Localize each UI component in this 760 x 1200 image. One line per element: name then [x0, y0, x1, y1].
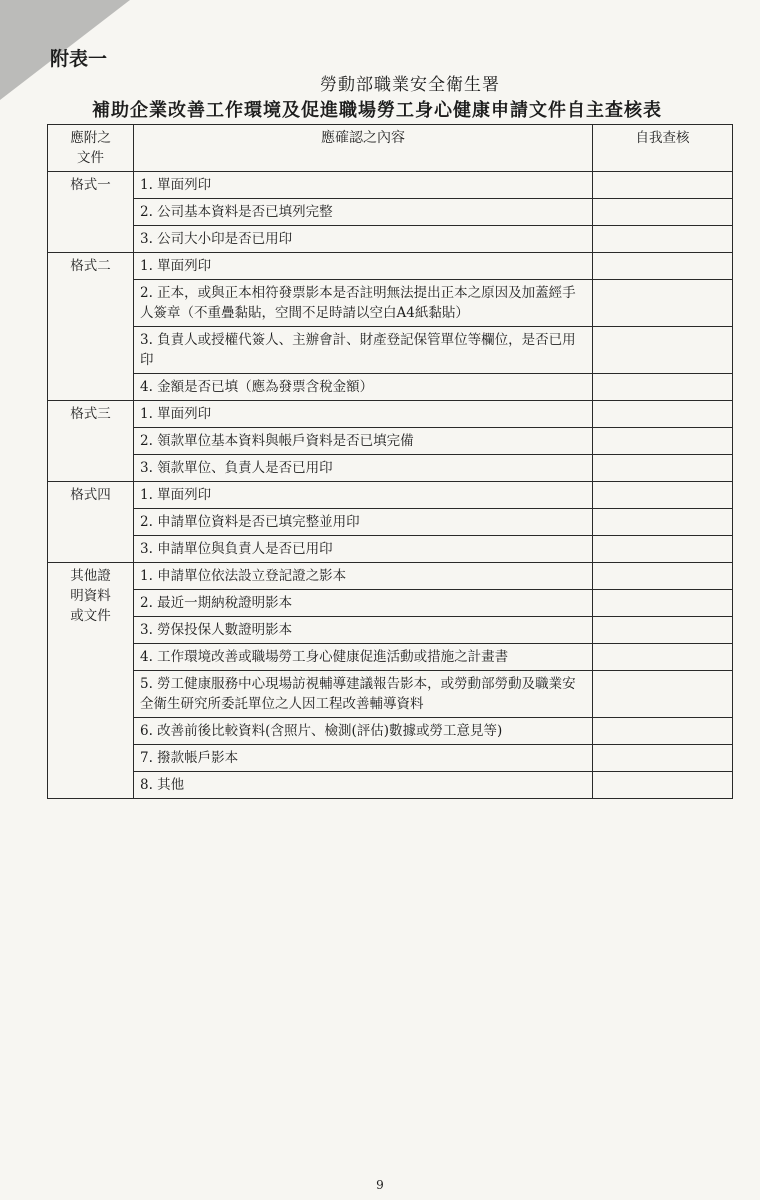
table-row — [48, 280, 733, 327]
table-row — [48, 327, 733, 374]
item-text: 1. 申請單位依法設立登記證之影本 — [134, 563, 593, 590]
item-text: 2. 正本，或與正本相符發票影本是否註明無法提出正本之原因及加蓋經手人簽章（不重疊黏貼，空間不足時請以空白A4紙黏貼） — [134, 280, 593, 327]
table-row — [48, 428, 733, 455]
table-row — [48, 509, 733, 536]
self-check-cell[interactable] — [593, 199, 733, 226]
table-row — [48, 563, 733, 590]
self-check-cell[interactable] — [593, 772, 733, 799]
item-text: 3. 負責人或授權代簽人、主辦會計、財產登記保管單位等欄位，是否已用印 — [134, 327, 593, 374]
item-text: 1. 單面列印 — [134, 253, 593, 280]
self-check-cell[interactable] — [593, 590, 733, 617]
self-check-cell[interactable] — [593, 374, 733, 401]
table-row — [48, 199, 733, 226]
self-check-cell[interactable] — [593, 401, 733, 428]
table-row — [48, 671, 733, 718]
item-text: 3. 申請單位與負責人是否已用印 — [134, 536, 593, 563]
self-check-cell[interactable] — [593, 226, 733, 253]
header-content: 應確認之內容 — [134, 125, 593, 172]
item-text: 1. 單面列印 — [134, 401, 593, 428]
table-row — [48, 644, 733, 671]
table-row — [48, 374, 733, 401]
item-text: 1. 單面列印 — [134, 172, 593, 199]
item-text: 8. 其他 — [134, 772, 593, 799]
self-check-cell[interactable] — [593, 327, 733, 374]
form-title: 補助企業改善工作環境及促進職場勞工身心健康申請文件自主查核表 — [92, 100, 662, 121]
self-check-cell[interactable] — [593, 563, 733, 590]
category-format-1: 格式一 — [48, 172, 134, 253]
self-check-cell[interactable] — [593, 644, 733, 671]
annex-label: 附表一 — [50, 48, 108, 70]
table-row — [48, 617, 733, 644]
self-check-cell[interactable] — [593, 617, 733, 644]
table-row — [48, 401, 733, 428]
table-header-row — [48, 125, 733, 172]
self-check-cell[interactable] — [593, 671, 733, 718]
item-text: 4. 工作環境改善或職場勞工身心健康促進活動或措施之計畫書 — [134, 644, 593, 671]
table-row — [48, 745, 733, 772]
item-text: 3. 勞保投保人數證明影本 — [134, 617, 593, 644]
table-row — [48, 482, 733, 509]
self-check-cell[interactable] — [593, 536, 733, 563]
table-row — [48, 536, 733, 563]
self-check-cell[interactable] — [593, 509, 733, 536]
table-row — [48, 172, 733, 199]
self-check-cell[interactable] — [593, 455, 733, 482]
item-text: 2. 領款單位基本資料與帳戶資料是否已填完備 — [134, 428, 593, 455]
table-row — [48, 718, 733, 745]
table-row — [48, 226, 733, 253]
category-format-2: 格式二 — [48, 253, 134, 401]
self-check-cell[interactable] — [593, 280, 733, 327]
item-text: 4. 金額是否已填（應為發票含稅金額） — [134, 374, 593, 401]
item-text: 5. 勞工健康服務中心現場訪視輔導建議報告影本，或勞動部勞動及職業安全衛生研究所委託單位之人因工程改善輔導資料 — [134, 671, 593, 718]
table-row — [48, 455, 733, 482]
item-text: 2. 最近一期納稅證明影本 — [134, 590, 593, 617]
category-format-3: 格式三 — [48, 401, 134, 482]
category-format-4: 格式四 — [48, 482, 134, 563]
table-row — [48, 772, 733, 799]
self-check-cell[interactable] — [593, 253, 733, 280]
item-text: 6. 改善前後比較資料(含照片、檢測(評估)數據或勞工意見等) — [134, 718, 593, 745]
self-check-cell[interactable] — [593, 172, 733, 199]
table-row — [48, 253, 733, 280]
agency-title: 勞動部職業安全衛生署 — [320, 75, 500, 95]
item-text: 1. 單面列印 — [134, 482, 593, 509]
item-text: 2. 申請單位資料是否已填完整並用印 — [134, 509, 593, 536]
self-check-cell[interactable] — [593, 482, 733, 509]
item-text: 7. 撥款帳戶影本 — [134, 745, 593, 772]
page-number: 9 — [376, 1178, 384, 1192]
item-text: 3. 公司大小印是否已用印 — [134, 226, 593, 253]
item-text: 2. 公司基本資料是否已填列完整 — [134, 199, 593, 226]
checklist-table — [47, 124, 733, 799]
self-check-cell[interactable] — [593, 428, 733, 455]
table-row — [48, 590, 733, 617]
self-check-cell[interactable] — [593, 745, 733, 772]
item-text: 3. 領款單位、負責人是否已用印 — [134, 455, 593, 482]
header-self-check: 自我查核 — [593, 125, 733, 172]
self-check-cell[interactable] — [593, 718, 733, 745]
header-attached-doc: 應附之 文件 — [48, 125, 134, 172]
category-other-documents: 其他證 明資料 或文件 — [48, 563, 134, 799]
